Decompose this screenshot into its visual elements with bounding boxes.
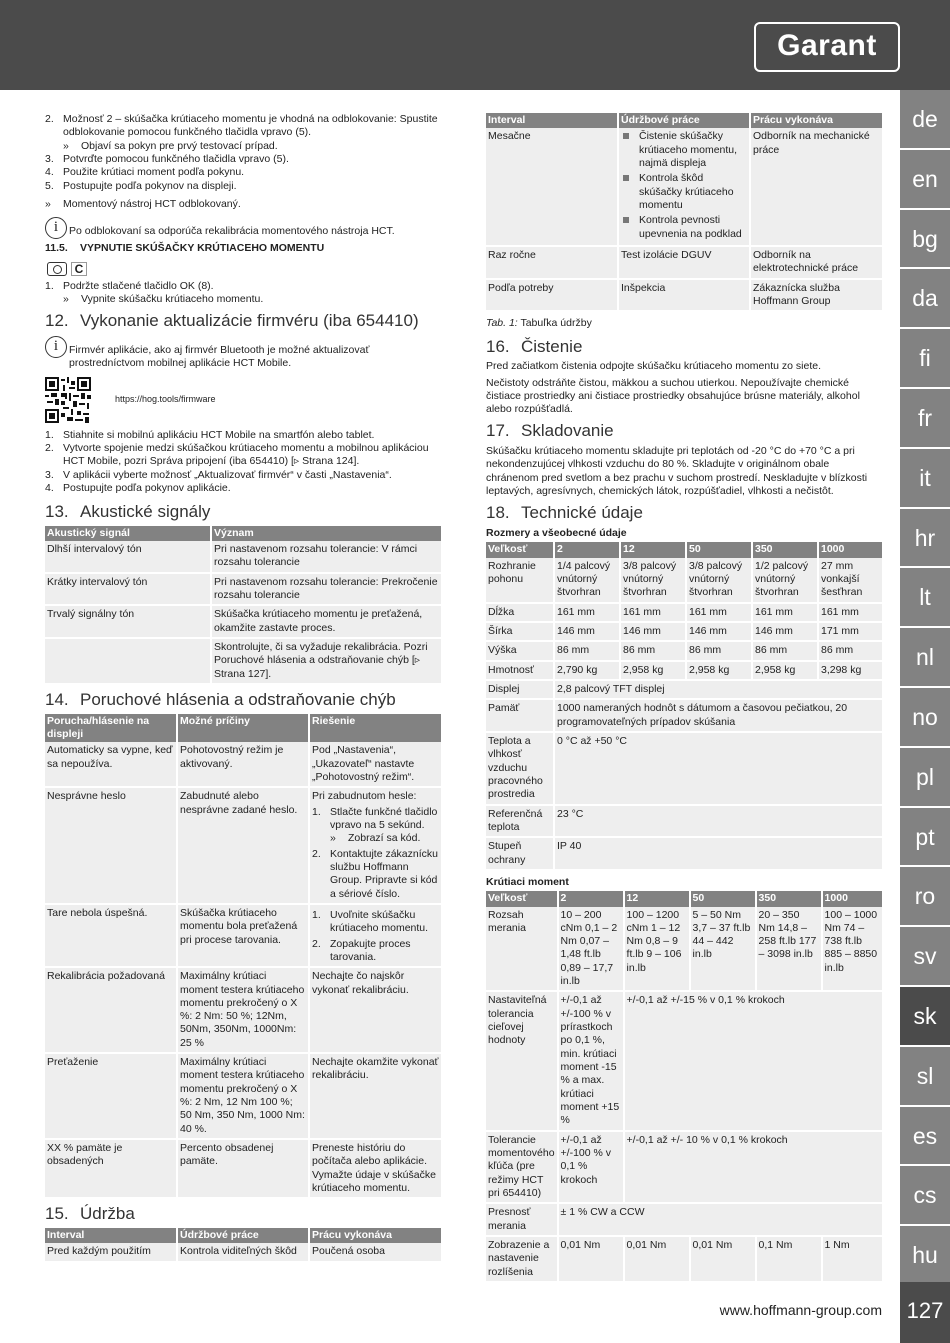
result-marker: »: [63, 139, 69, 152]
info-note: i Po odblokovaní sa odporúča rekalibrácia momentového nástroja HCT.: [45, 225, 441, 239]
language-tab-sl[interactable]: sl: [900, 1047, 950, 1107]
table-cell: 146 mm: [752, 622, 818, 641]
table-row: [486, 661, 882, 680]
table-cell: Maximálny krútiaci moment testera krútiaceho momentu prekročený o X %: 2 Nm: 50 %; 12Nm, 50Nm, 350Nm, 1000Nm: 25 %: [177, 967, 309, 1053]
table-header: 50: [690, 891, 756, 906]
steps-top-list: [45, 113, 441, 193]
table-row: [45, 1243, 441, 1261]
table-cell: 2,790 kg: [554, 661, 620, 680]
table-cell: Pri nastavenom rozsahu tolerancie: Prekročenie rozsahu tolerancie: [211, 573, 441, 606]
language-tab-sv[interactable]: sv: [900, 927, 950, 987]
table-cell: Skúšačka krútiaceho momentu je preťažená, okamžite zastavte proces.: [211, 605, 441, 638]
cell-list-item: [312, 938, 439, 965]
list-item-row: [45, 429, 441, 442]
table-row: [486, 907, 882, 992]
table-cell: Pred každým použitím: [45, 1243, 177, 1261]
firmware-url[interactable]: https://hog.tools/firmware: [115, 393, 216, 404]
table-cell: Zobrazenie a nastavenie rozlíšenia: [486, 1236, 558, 1282]
list-item: [45, 280, 441, 307]
paragraph: Skúšačku krútiaceho momentu skladujte pri teplotách od -20 °C do +70 °C a pri nekondenzujúcej vlhkosti vzduchu do 80 %. Skladujte v originálnom obale chránenom pred svetlom a bez prachu v suchom prostredí. Neskladujte v blízkosti leptavých, agresívnych, chemických látok, rozpúšťadiel, vlhkosti a nečistôt.: [486, 445, 868, 498]
table-cell: 86 mm: [686, 641, 752, 660]
step-text: V aplikácii vyberte možnosť „Aktualizovať firmvér“ v časti „Nastavenia“.: [63, 468, 392, 481]
table-cell: Poučená osoba: [309, 1243, 441, 1261]
list-item-row: [45, 113, 441, 140]
list-item-row: [45, 166, 441, 179]
table-cell: Výška: [486, 641, 554, 660]
table-header: Interval: [486, 113, 618, 128]
table-header: Význam: [211, 526, 441, 541]
bullet-item: [621, 172, 747, 212]
section-14-title: 14. Poruchové hlásenia a odstraňovanie chýb: [45, 690, 396, 710]
step-number: 3.: [45, 152, 54, 165]
language-tab-de[interactable]: de: [900, 90, 950, 150]
table-cell: Percento obsadenej pamäte.: [177, 1139, 309, 1198]
cell-list-item: [312, 848, 439, 901]
table-header: Veľkosť: [486, 542, 554, 557]
acoustic-signals-table: [45, 526, 441, 685]
table-header: Interval: [45, 1228, 177, 1243]
language-sidebar: [900, 90, 950, 1343]
language-tab-cs[interactable]: cs: [900, 1166, 950, 1226]
table-row: [486, 680, 882, 699]
bullet-text: Kontrola škôd skúšačky krútiaceho momentu: [639, 172, 734, 211]
step-text: Potvrďte pomocou funkčného tlačidla vpravo (5).: [63, 152, 289, 165]
troubleshooting-table: [45, 714, 441, 1200]
table-cell: [309, 1053, 441, 1139]
cell-list-number: 2.: [312, 937, 321, 950]
table-row: [45, 573, 441, 606]
section-15-title: 15. Údržba: [45, 1204, 135, 1224]
list-item: [45, 482, 441, 495]
left-column: [45, 113, 441, 1263]
table-cell: 3,298 kg: [818, 661, 882, 680]
table-cell: +/-0,1 až +/-100 % v 0,1 % krokoch: [558, 1131, 624, 1204]
table-cell: Referenčná teplota: [486, 805, 554, 838]
section-13-title: 13. Akustické signály: [45, 502, 211, 522]
bullet-text: Kontrola pevnosti upevnenia na podklad: [639, 214, 742, 240]
table-row: [45, 904, 441, 967]
table-row: [486, 805, 882, 838]
section-17-title: 17. Skladovanie: [486, 421, 614, 441]
table-cell: [309, 787, 441, 904]
table-cell: +/-0,1 až +/-100 % v prírastkoch po 0,1 %, min. krútiaci moment -15 % a max. krútiaci moment +15 %: [558, 991, 624, 1130]
step-text: Postupujte podľa pokynov na displeji.: [63, 179, 237, 192]
table-cell: Tolerancie momentového kľúča (pre režimy HCT pri 654410): [486, 1131, 558, 1204]
table-cell: Trvalý signálny tón: [45, 605, 211, 638]
language-tab-pt[interactable]: pt: [900, 808, 950, 868]
table-cell: Rozhranie pohonu: [486, 558, 554, 603]
right-column: [486, 113, 882, 1283]
torque-table: [486, 891, 882, 1283]
table-cell: 86 mm: [752, 641, 818, 660]
table-row: [486, 622, 882, 641]
table-row: [486, 699, 882, 732]
language-tab-no[interactable]: no: [900, 688, 950, 748]
language-tab-bg[interactable]: bg: [900, 210, 950, 270]
table-cell: Maximálny krútiaci moment testera krútiaceho momentu prekročený o X %: 2 Nm, 12 Nm 100 %; 50 Nm, 350 Nm, 1000 Nm: 40 %.: [177, 1053, 309, 1139]
table-cell: 146 mm: [554, 622, 620, 641]
cell-list-text: Zopakujte proces tarovania.: [330, 937, 411, 963]
list-item-row: [45, 469, 441, 482]
table-header: 1000: [818, 542, 882, 557]
table-cell: 1/4 palcový vnútorný štvorhran: [554, 558, 620, 603]
table-cell: 100 – 1200 cNm 1 – 12 Nm 0,8 – 9 ft.lb 9 – 106 in.lb: [624, 907, 690, 992]
list-item: [45, 429, 441, 442]
cell-list-number: 1.: [312, 805, 321, 818]
maintenance-table-1: [45, 1228, 441, 1263]
table-row: [45, 967, 441, 1053]
table-cell: 3/8 palcový vnútorný štvorhran: [620, 558, 686, 603]
table-row: [45, 787, 441, 904]
list-item: [45, 113, 441, 153]
table-cell: Stupeň ochrany: [486, 837, 554, 870]
table-header: 12: [624, 891, 690, 906]
table-cell: 2,958 kg: [752, 661, 818, 680]
table-cell: [309, 742, 441, 787]
table-cell: 0 °C až +50 °C: [554, 732, 882, 805]
step-text: Vytvorte spojenie medzi skúšačkou krútiaceho momentu a mobilnou aplikáciou HCT Mobile, pozri Správa pripojení (iba 654410) [▹ Strana 124].: [63, 441, 429, 468]
table-row: [486, 603, 882, 622]
list-item: [45, 469, 441, 482]
list-item: [45, 180, 441, 193]
table-cell: 23 °C: [554, 805, 882, 838]
table-row: [486, 246, 882, 279]
language-tab-lt[interactable]: lt: [900, 568, 950, 628]
cell-list-text: Kontaktujte zákaznícku službu Hoffmann Group. Pripravte si kód a sériové číslo.: [330, 847, 438, 900]
table-cell: 2,958 kg: [620, 661, 686, 680]
cell-text: Pri zabudnutom hesle:: [312, 790, 417, 803]
info-icon: i: [45, 336, 67, 358]
table-row: [486, 1131, 882, 1204]
section-16-title: 16. Čistenie: [486, 336, 583, 356]
step-number: 2.: [45, 113, 54, 125]
garant-logo: Garant: [754, 22, 900, 72]
bullet-square-icon: [623, 175, 629, 181]
step-text: Postupujte podľa pokynov aplikácie.: [63, 481, 231, 494]
table-cell: Nastaviteľná tolerancia cieľovej hodnoty: [486, 991, 558, 1130]
cell-text: Nechajte okamžite vykonať rekalibráciu.: [312, 1056, 439, 1082]
step-text: Použite krútiaci moment podľa pokynu.: [63, 166, 245, 179]
step-result: [45, 293, 441, 306]
table-cell: Tare nebola úspešná.: [45, 904, 177, 967]
subsection-heading: 11.5. VYPNUTIE SKÚŠAČKY KRÚTIACEHO MOMENTU: [45, 242, 325, 255]
list-item-row: [45, 482, 441, 495]
result-line: » Momentový nástroj HCT odblokovaný.: [45, 197, 241, 210]
table-cell: Šírka: [486, 622, 554, 641]
table-cell: Pamäť: [486, 699, 554, 732]
table-cell: 86 mm: [620, 641, 686, 660]
bullet-square-icon: [623, 133, 629, 139]
table-cell: 27 mm vonkajší šesťhran: [818, 558, 882, 603]
table-header: 12: [620, 542, 686, 557]
step-result: [45, 140, 441, 153]
qr-code-icon[interactable]: [45, 377, 91, 423]
table-header: Údržbové práce: [618, 113, 750, 128]
table-cell: 161 mm: [554, 603, 620, 622]
table-cell: 10 – 200 cNm 0,1 – 2 Nm 0,07 – 1,48 ft.lb 0,89 – 17,7 in.lb: [558, 907, 624, 992]
table-cell: Zabudnuté alebo nesprávne zadané heslo.: [177, 787, 309, 904]
table-cell: Nesprávne heslo: [45, 787, 177, 904]
dimensions-table: [486, 542, 882, 871]
section-12-title: 12. Vykonanie aktualizácie firmvéru (iba 654410): [45, 311, 419, 331]
step-number: 4.: [45, 166, 54, 179]
cell-text: Pod „Nastavenia“, „Ukazovateľ“ nastavte „Pohotovostný režim“.: [312, 744, 415, 783]
table-cell: 100 – 1000 Nm 74 – 738 ft.lb 885 – 8850 in.lb: [822, 907, 882, 992]
cell-list-item: [312, 806, 439, 833]
table-header: Riešenie: [309, 714, 441, 743]
table-cell: [309, 904, 441, 967]
table-row: [45, 541, 441, 573]
table-cell: Rekalibrácia požadovaná: [45, 967, 177, 1053]
bullet-text: Čistenie skúšačky krútiaceho momentu, najmä displeja: [639, 130, 738, 169]
table-cell: [309, 1139, 441, 1198]
table-row: [45, 742, 441, 787]
table-cell: Podľa potreby: [486, 279, 618, 312]
table-cell: 161 mm: [752, 603, 818, 622]
table-cell: Displej: [486, 680, 554, 699]
table-cell: 86 mm: [554, 641, 620, 660]
cell-list-number: 1.: [312, 908, 321, 921]
step-number: 5.: [45, 179, 54, 192]
table-cell: Mesačne: [486, 128, 618, 246]
result-text: Vypnite skúšačku krútiaceho momentu.: [81, 292, 264, 305]
table-header: 1000: [822, 891, 882, 906]
table-header: Porucha/hlásenie na displeji: [45, 714, 177, 743]
bullet-square-icon: [623, 217, 629, 223]
mode-icons: [47, 262, 441, 276]
table-header: Možné príčiny: [177, 714, 309, 743]
table-cell: Preťaženie: [45, 1053, 177, 1139]
language-tab-nl[interactable]: nl: [900, 628, 950, 688]
table-cell: 161 mm: [620, 603, 686, 622]
page-header: [0, 0, 950, 90]
language-tab-hu[interactable]: hu: [900, 1226, 950, 1286]
table-cell: 0,1 Nm: [756, 1236, 822, 1282]
table-cell: Odborník na mechanické práce: [750, 128, 882, 246]
qr-row: [45, 377, 441, 423]
cell-list-text: Uvoľnite skúšačku krútiaceho momentu.: [330, 908, 429, 935]
table-cell: 146 mm: [620, 622, 686, 641]
cell-text: Preneste históriu do počítača alebo aplikácie. Vymažte údaje v skúšačke krútiaceho momentu.: [312, 1142, 436, 1195]
table-header: 2: [558, 891, 624, 906]
table-cell: [45, 638, 211, 684]
table-cell: 20 – 350 Nm 14,8 – 258 ft.lb 177 – 3098 in.lb: [756, 907, 822, 992]
table-cell: 0,01 Nm: [558, 1236, 624, 1282]
maintenance-table-2: [486, 113, 882, 312]
table-cell: 2,8 palcový TFT displej: [554, 680, 882, 699]
table-cell: Teplota a vlhkosť vzduchu pracovného prostredia: [486, 732, 554, 805]
result-marker: »: [63, 292, 69, 305]
table-cell: Test izolácie DGUV: [618, 246, 750, 279]
step-text: Stiahnite si mobilnú aplikáciu HCT Mobile na smartfón alebo tablet.: [63, 428, 375, 441]
table-cell: 3/8 palcový vnútorný štvorhran: [686, 558, 752, 603]
language-tab-hr[interactable]: hr: [900, 509, 950, 569]
table-header: 2: [554, 542, 620, 557]
bullet-item: [621, 214, 747, 241]
table-cell: 1 Nm: [822, 1236, 882, 1282]
list-item: [45, 166, 441, 179]
table-cell: [618, 128, 750, 246]
language-tab-ro[interactable]: ro: [900, 867, 950, 927]
list-item-row: [45, 280, 441, 293]
table-caption: Tab. 1: Tabuľka údržby: [486, 317, 592, 330]
table-subtitle: Rozmery a všeobecné údaje: [486, 526, 627, 539]
table-cell: 1/2 palcový vnútorný štvorhran: [752, 558, 818, 603]
table-header: Prácu vykonáva: [309, 1228, 441, 1243]
table-cell: Rozsah merania: [486, 907, 558, 992]
table-cell: Pohotovostný režim je aktivovaný.: [177, 742, 309, 787]
cell-text: Nechajte čo najskôr vykonať rekalibráciu.: [312, 970, 409, 996]
table-header: Akustický signál: [45, 526, 211, 541]
table-cell: Odborník na elektrotechnické práce: [750, 246, 882, 279]
table-header: 350: [756, 891, 822, 906]
table-cell: 171 mm: [818, 622, 882, 641]
table-cell: Dlhší intervalový tón: [45, 541, 211, 573]
table-cell: 0,01 Nm: [690, 1236, 756, 1282]
cell-list-result: [312, 832, 439, 845]
table-cell: Raz ročne: [486, 246, 618, 279]
table-cell: 2,958 kg: [686, 661, 752, 680]
page-number: 127: [900, 1282, 950, 1343]
table-header: Údržbové práce: [177, 1228, 309, 1243]
table-header: 50: [686, 542, 752, 557]
steps-12-list: [45, 429, 441, 496]
step-number: 1.: [45, 428, 54, 441]
result-text: Objaví sa pokyn pre prvý testovací prípad.: [81, 139, 278, 152]
table-cell: +/-0,1 až +/- 10 % v 0,1 % krokoch: [624, 1131, 882, 1204]
table-cell: 86 mm: [818, 641, 882, 660]
table-row: [45, 605, 441, 638]
table-header: Veľkosť: [486, 891, 558, 906]
table-row: [486, 558, 882, 603]
table-row: [486, 1203, 882, 1236]
table-row: [486, 1236, 882, 1282]
info-icon: i: [45, 217, 67, 239]
language-tab-fr[interactable]: fr: [900, 389, 950, 449]
step-number: 3.: [45, 468, 54, 481]
result-marker: »: [330, 832, 336, 845]
table-row: [486, 128, 882, 246]
cell-list-text: Stlačte funkčné tlačidlo vpravo na 5 sekúnd.: [330, 805, 438, 831]
table-cell: Hmotnosť: [486, 661, 554, 680]
table-cell: 5 – 50 Nm 3,7 – 37 ft.lb 44 – 442 in.lb: [690, 907, 756, 992]
paragraph: Nečistoty odstráňte čistou, mäkkou a suchou utierkou. Nepoužívajte chemické čistiace prostriedky ani čistiace prostriedky obsahujúce brúsne materiály, alkohol alebo rozpúšťadlá.: [486, 376, 860, 416]
table-cell: 146 mm: [686, 622, 752, 641]
table-subtitle: Krútiaci moment: [486, 875, 569, 888]
table-row: [45, 1053, 441, 1139]
table-row: [486, 279, 882, 312]
table-cell: XX % pamäte je obsadených: [45, 1139, 177, 1198]
table-cell: Skontrolujte, či sa vyžaduje rekalibrácia. Pozri Poruchové hlásenia a odstraňovanie chýb [▹ Strana 127].: [211, 638, 441, 684]
table-cell: Presnosť merania: [486, 1203, 558, 1236]
table-cell: 1000 nameraných hodnôt s dátumom a časovou pečiatkou, 20 programovateľných prípadov skúšania: [554, 699, 882, 732]
list-item: [45, 442, 441, 469]
table-cell: +/-0,1 až +/-15 % v 0,1 % krokoch: [624, 991, 882, 1130]
table-row: [45, 638, 441, 684]
camera-icon: [47, 262, 67, 276]
list-item-row: [45, 180, 441, 193]
step-number: 1.: [45, 279, 54, 292]
table-cell: Dĺžka: [486, 603, 554, 622]
table-row: [486, 732, 882, 805]
table-row: [486, 641, 882, 660]
table-cell: ± 1 % CW a CCW: [558, 1203, 882, 1236]
paragraph: Pred začiatkom čistenia odpojte skúšačku krútiaceho momentu zo siete.: [486, 360, 822, 373]
step-text: Možnosť 2 – skúšačka krútiaceho momentu je vhodná na odblokovanie: Spustite odblokovanie pomocou funkčného tlačidla vpravo (5).: [63, 113, 438, 139]
language-tab-es[interactable]: es: [900, 1107, 950, 1167]
info-note-firmware: i Firmvér aplikácie, ako aj firmvér Bluetooth je možné aktualizovať prostredníctvom mobilnej aplikácie HCT Mobile.: [45, 344, 441, 371]
step-number: 2.: [45, 441, 54, 454]
table-cell: Pri nastavenom rozsahu tolerancie: V rámci rozsahu tolerancie: [211, 541, 441, 573]
language-tab-pl[interactable]: pl: [900, 748, 950, 808]
table-row: [486, 991, 882, 1130]
footer-url[interactable]: www.hoffmann-group.com: [719, 1302, 882, 1318]
table-row: [45, 1139, 441, 1198]
step-text: Podržte stlačené tlačidlo OK (8).: [63, 279, 214, 292]
list-item-row: [45, 153, 441, 166]
cell-list-item: [312, 909, 439, 936]
language-tab-da[interactable]: da: [900, 269, 950, 329]
cell-list-number: 2.: [312, 847, 321, 860]
table-cell: Zákaznícka služba Hoffmann Group: [750, 279, 882, 312]
table-cell: 161 mm: [686, 603, 752, 622]
language-tab-fi[interactable]: fi: [900, 329, 950, 389]
step-number: 4.: [45, 481, 54, 494]
table-row: [486, 837, 882, 870]
section-18-title: 18. Technické údaje: [486, 503, 643, 523]
table-cell: 0,01 Nm: [624, 1236, 690, 1282]
steps-off-list: [45, 280, 441, 307]
table-cell: [309, 967, 441, 1053]
language-tab-sk[interactable]: sk: [900, 987, 950, 1047]
language-tab-en[interactable]: en: [900, 150, 950, 210]
table-cell: Inšpekcia: [618, 279, 750, 312]
bullet-item: [621, 130, 747, 170]
table-header: Prácu vykonáva: [750, 113, 882, 128]
table-header: 350: [752, 542, 818, 557]
c-mode-icon: C: [71, 262, 87, 276]
language-tab-it[interactable]: it: [900, 449, 950, 509]
table-cell: Krátky intervalový tón: [45, 573, 211, 606]
table-cell: IP 40: [554, 837, 882, 870]
table-cell: Skúšačka krútiaceho momentu bola preťažená pri procese tarovania.: [177, 904, 309, 967]
table-cell: Automaticky sa vypne, keď sa nepoužíva.: [45, 742, 177, 787]
table-cell: Kontrola viditeľných škôd: [177, 1243, 309, 1261]
list-item-row: [45, 442, 441, 469]
list-item: [45, 153, 441, 166]
table-cell: 161 mm: [818, 603, 882, 622]
result-text: Zobrazí sa kód.: [348, 832, 421, 845]
